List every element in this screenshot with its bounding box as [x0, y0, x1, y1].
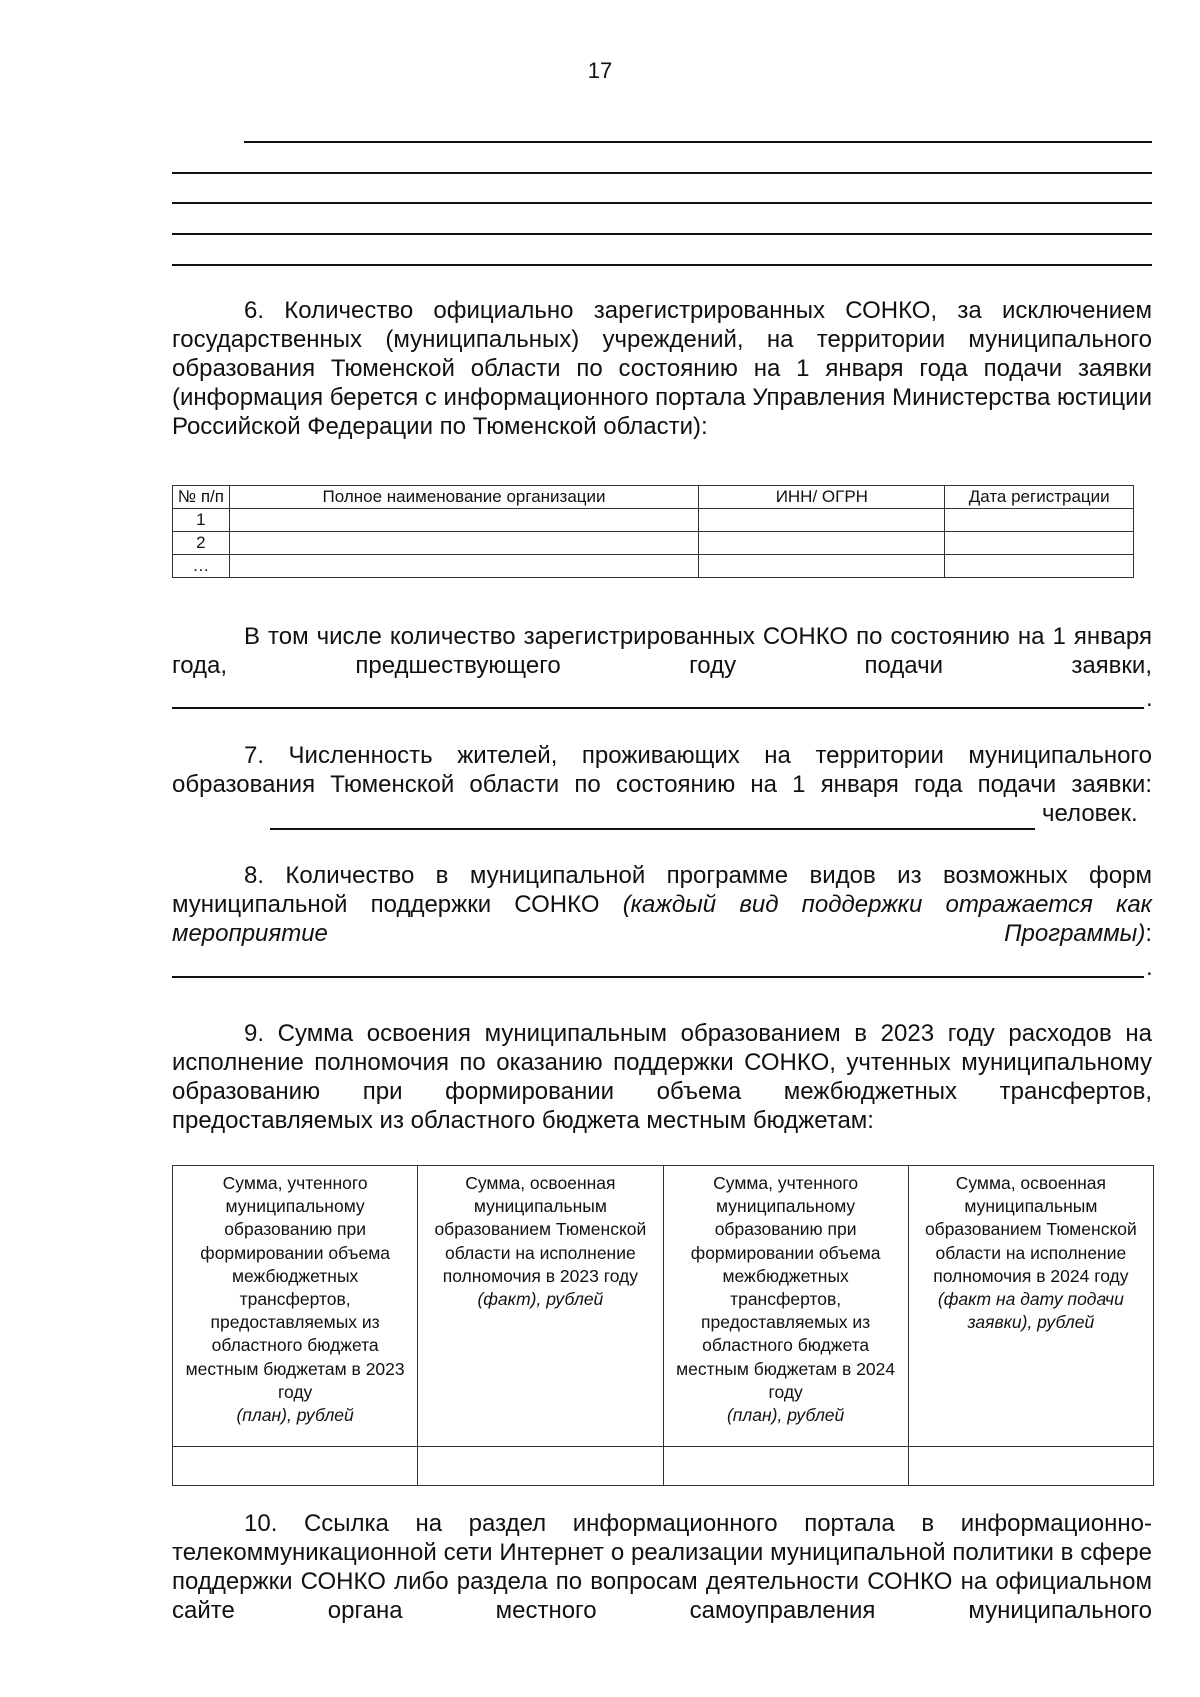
section-6-number: 6.: [244, 297, 265, 324]
blank-line: [172, 264, 1152, 266]
row-number: 2: [173, 532, 230, 555]
column-header-note: (план), рублей: [236, 1405, 354, 1426]
column-header: [418, 1166, 663, 1447]
column-header: Дата регистрации: [945, 486, 1134, 509]
period-mark: .: [1146, 954, 1153, 981]
table-cell[interactable]: [418, 1447, 663, 1486]
column-header: Полное наименование организации: [229, 486, 698, 509]
column-header: [663, 1166, 908, 1447]
blank-line: [172, 172, 1152, 174]
table-cell[interactable]: [699, 555, 945, 578]
row-number: 1: [173, 509, 230, 532]
row-number: …: [173, 555, 230, 578]
organizations-table: [172, 485, 1134, 578]
section-8-colon: :: [1145, 920, 1152, 947]
section-9-body: 9. Сумма освоения муниципальным образованием в 2023 году расходов на исполнение полномочия по оказанию поддержки СОНКО, учтенных муниципальному образованию при формировании объема межбюджетных трансфертов, предоставляемых из областного бюджета местным бюджетам:: [172, 1020, 1152, 1134]
section-9-text: [172, 1019, 1152, 1135]
table-cell[interactable]: [945, 509, 1134, 532]
table-cell[interactable]: [945, 555, 1134, 578]
table-row: [173, 555, 1134, 578]
column-header-note: (план), рублей: [726, 1405, 845, 1426]
section-7-body: 7. Численность жителей, проживающих на территории муниципального образования Тюменской области по состоянию на 1 января года подачи заявки:: [172, 742, 1152, 798]
blank-line: [172, 233, 1152, 235]
table-cell[interactable]: [908, 1447, 1153, 1486]
section-8-text: [172, 861, 1152, 948]
table-header-row: [173, 486, 1134, 509]
column-header-text: Сумма, учтенного муниципальному образованию при формировании объема межбюджетных трансфертов, предоставляемых из областного бюджета местным бюджетам в 2024 году: [676, 1173, 896, 1402]
residents-count-field[interactable]: [270, 828, 1035, 830]
column-header-text: Сумма, освоенная муниципальным образованием Тюменской области на исполнение полномочия в 2024 году: [924, 1173, 1137, 1286]
table-row: [173, 532, 1134, 555]
blank-line[interactable]: [172, 976, 1144, 978]
column-header: ИНН/ ОГРН: [699, 486, 945, 509]
column-header-note: (факт на дату подачи заявки), рублей: [937, 1289, 1124, 1333]
table-cell[interactable]: [229, 555, 698, 578]
blank-line[interactable]: [172, 707, 1144, 709]
period-mark: .: [1146, 685, 1153, 712]
section-7-text: [172, 741, 1152, 799]
section-8-italic: (каждый вид поддержки отражается как мероприятие Программы): [172, 891, 1152, 947]
section-10-body: 10. Ссылка на раздел информационного портала в информационно-телекоммуникационной сети Интернет о реализации муниципальной политики в сфере поддержки СОНКО либо раздела по вопросам деятельности СОНКО на официальном сайте органа местного самоуправления муниципального: [172, 1510, 1152, 1624]
section-8-body: 8. Количество в муниципальной программе видов из возможных форм муниципальной поддержки СОНКО: [172, 862, 1152, 918]
table-cell[interactable]: [699, 509, 945, 532]
table-cell[interactable]: [699, 532, 945, 555]
page-number: 17: [587, 58, 613, 83]
table-cell[interactable]: [173, 1447, 418, 1486]
table-cell[interactable]: [663, 1447, 908, 1486]
column-header: № п/п: [173, 486, 230, 509]
column-header-text: Сумма, учтенного муниципальному образованию при формировании объема межбюджетных трансфертов, предоставляемых из областного бюджета местным бюджетам в 2023 году: [185, 1173, 405, 1402]
table-cell[interactable]: [945, 532, 1134, 555]
column-header: [173, 1166, 418, 1447]
blank-line: [172, 202, 1152, 204]
column-header-text: Сумма, освоенная муниципальным образованием Тюменской области на исполнение полномочия в 2023 году: [434, 1173, 647, 1286]
column-header-note: (факт), рублей: [477, 1289, 604, 1310]
blank-line: [244, 141, 1152, 143]
section-6-subtext-body: В том числе количество зарегистрированных СОНКО по состоянию на 1 января года, предшествующего году подачи заявки,: [172, 623, 1152, 679]
section-6-text: [172, 296, 1152, 441]
section-7-suffix: человек.: [1042, 800, 1138, 827]
table-row: [173, 509, 1134, 532]
section-6-body: Количество официально зарегистрированных СОНКО, за исключением государственных (муниципальных) учреждений, на территории муниципального образования Тюменской области по состоянию на 1 января года подачи заявки (информация берется с информационного портала Управления Министерства юстиции Российской Федерации по Тюменской области):: [172, 297, 1153, 440]
section-10-text: [172, 1509, 1152, 1625]
table-cell[interactable]: [229, 509, 698, 532]
table-row: [173, 1447, 1154, 1486]
column-header: [908, 1166, 1153, 1447]
section-6-subtext: [172, 622, 1152, 680]
budget-table: [172, 1165, 1154, 1486]
table-header-row: [173, 1166, 1154, 1447]
table-cell[interactable]: [229, 532, 698, 555]
